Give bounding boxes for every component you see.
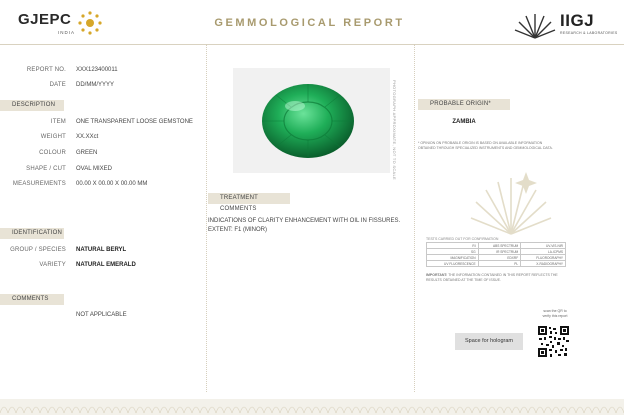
- qr-caption-line1: scan the QR to: [543, 309, 567, 313]
- hologram-placeholder: Space for hologram: [455, 333, 523, 350]
- tests-title: TESTS CARRIED OUT FOR CONFIRMATION: [426, 237, 499, 241]
- important-note: [426, 273, 566, 283]
- important-label: IMPORTANT:: [426, 273, 448, 277]
- gjepc-emblem-icon: [76, 9, 104, 37]
- colour-value: GREEN: [76, 150, 98, 156]
- test-cell: PL: [478, 261, 521, 267]
- iigj-logo-subtitle: RESEARCH & LABORATORIES: [560, 31, 618, 35]
- treatment-comments-heading: TREATMENT COMMENTS: [208, 193, 290, 204]
- footer-security-band: [0, 399, 624, 415]
- test-cell: SG: [427, 249, 479, 255]
- colour-label: COLOUR: [39, 150, 66, 156]
- report-date-label: DATE: [49, 82, 66, 88]
- measurements-value: 00.00 X 00.00 X 00.00 MM: [76, 181, 148, 187]
- report-number-value: XXX123400011: [76, 67, 118, 73]
- important-text: THE INFORMATION CONTAINED IN THIS REPORT REFLECTS THE RESULTS OBTAINED AT THE TIME OF ISSUE.: [426, 273, 558, 282]
- gemstone-photo-frame: [233, 68, 390, 173]
- column-divider-right: [414, 44, 415, 392]
- report-number-label: REPORT NO.: [26, 67, 66, 73]
- probable-origin-heading: PROBABLE ORIGIN*: [418, 99, 510, 110]
- variety-value: NATURAL EMERALD: [76, 262, 136, 268]
- weight-value: XX.XXct: [76, 134, 99, 140]
- report-date-value: DD/MM/YYYY: [76, 82, 115, 88]
- starburst-watermark-icon: [468, 168, 554, 236]
- gjepc-logo-text: GJEPC: [18, 11, 72, 28]
- test-cell: FLUOROGRAPHY: [521, 255, 566, 261]
- iigj-logo-text: IIGJ: [560, 11, 595, 30]
- variety-label: VARIETY: [39, 262, 66, 268]
- report-title: GEMMOLOGICAL REPORT: [214, 17, 405, 29]
- group-species-value: NATURAL BERYL: [76, 247, 127, 253]
- comments-value: NOT APPLICABLE: [76, 312, 127, 318]
- identification-heading: IDENTIFICATION: [0, 228, 64, 239]
- test-cell: EDXRF: [478, 255, 521, 261]
- gemstone-image: [233, 68, 390, 173]
- footer-pattern-icon: [0, 399, 624, 415]
- header-divider: [0, 44, 624, 45]
- item-value: ONE TRANSPARENT LOOSE GEMSTONE: [76, 119, 193, 125]
- test-cell: LA-ICPMS: [521, 249, 566, 255]
- test-cell: IR SPECTRUM: [478, 249, 521, 255]
- test-cell: X-RADIOGRAPHY: [521, 261, 566, 267]
- gjepc-india-label: INDIA: [58, 30, 76, 35]
- treatment-comments-text: [208, 217, 408, 235]
- group-species-label: GROUP / SPECIES: [10, 247, 66, 253]
- treatment-comments-line2: EXTENT: F1 (MINOR): [208, 227, 268, 233]
- probable-origin-note: * OPINION ON PROBABLE ORIGIN IS BASED ON AVAILABLE INFORMATION OBTAINED THROUGH SPECIALIZED INSTRUMENTS AND GEMMOLOGICAL DATA.: [418, 141, 553, 150]
- iigj-sunburst-icon: [512, 6, 558, 40]
- weight-label: WEIGHT: [40, 134, 66, 140]
- table-row: [427, 261, 566, 267]
- comments-heading: COMMENTS: [0, 294, 64, 305]
- test-cell: UV FLUORESCENCE: [427, 261, 479, 267]
- qr-caption: [520, 309, 590, 319]
- column-divider-left: [206, 44, 207, 392]
- test-cell: RI: [427, 243, 479, 249]
- test-cell: UV-VIS-NIR: [521, 243, 566, 249]
- measurements-label: MEASUREMENTS: [12, 181, 66, 187]
- photo-caption: PHOTOGRAPH APPROXIMATE, NOT TO SCALE: [392, 80, 397, 181]
- shape-cut-label: SHAPE / CUT: [26, 166, 66, 172]
- treatment-comments-line1: INDICATIONS OF CLARITY ENHANCEMENT WITH OIL IN FISSURES.: [208, 218, 401, 224]
- shape-cut-value: OVAL MIXED: [76, 166, 113, 172]
- tests-table: [426, 242, 566, 267]
- test-cell: ABS SPECTRUM: [478, 243, 521, 249]
- description-heading: DESCRIPTION: [0, 100, 64, 111]
- test-cell: MAGNIFICATION: [427, 255, 479, 261]
- item-label: ITEM: [50, 119, 66, 125]
- probable-origin-value: ZAMBIA: [452, 119, 476, 125]
- qr-caption-line2: verify this report: [542, 314, 568, 318]
- qr-code-icon[interactable]: [538, 326, 569, 357]
